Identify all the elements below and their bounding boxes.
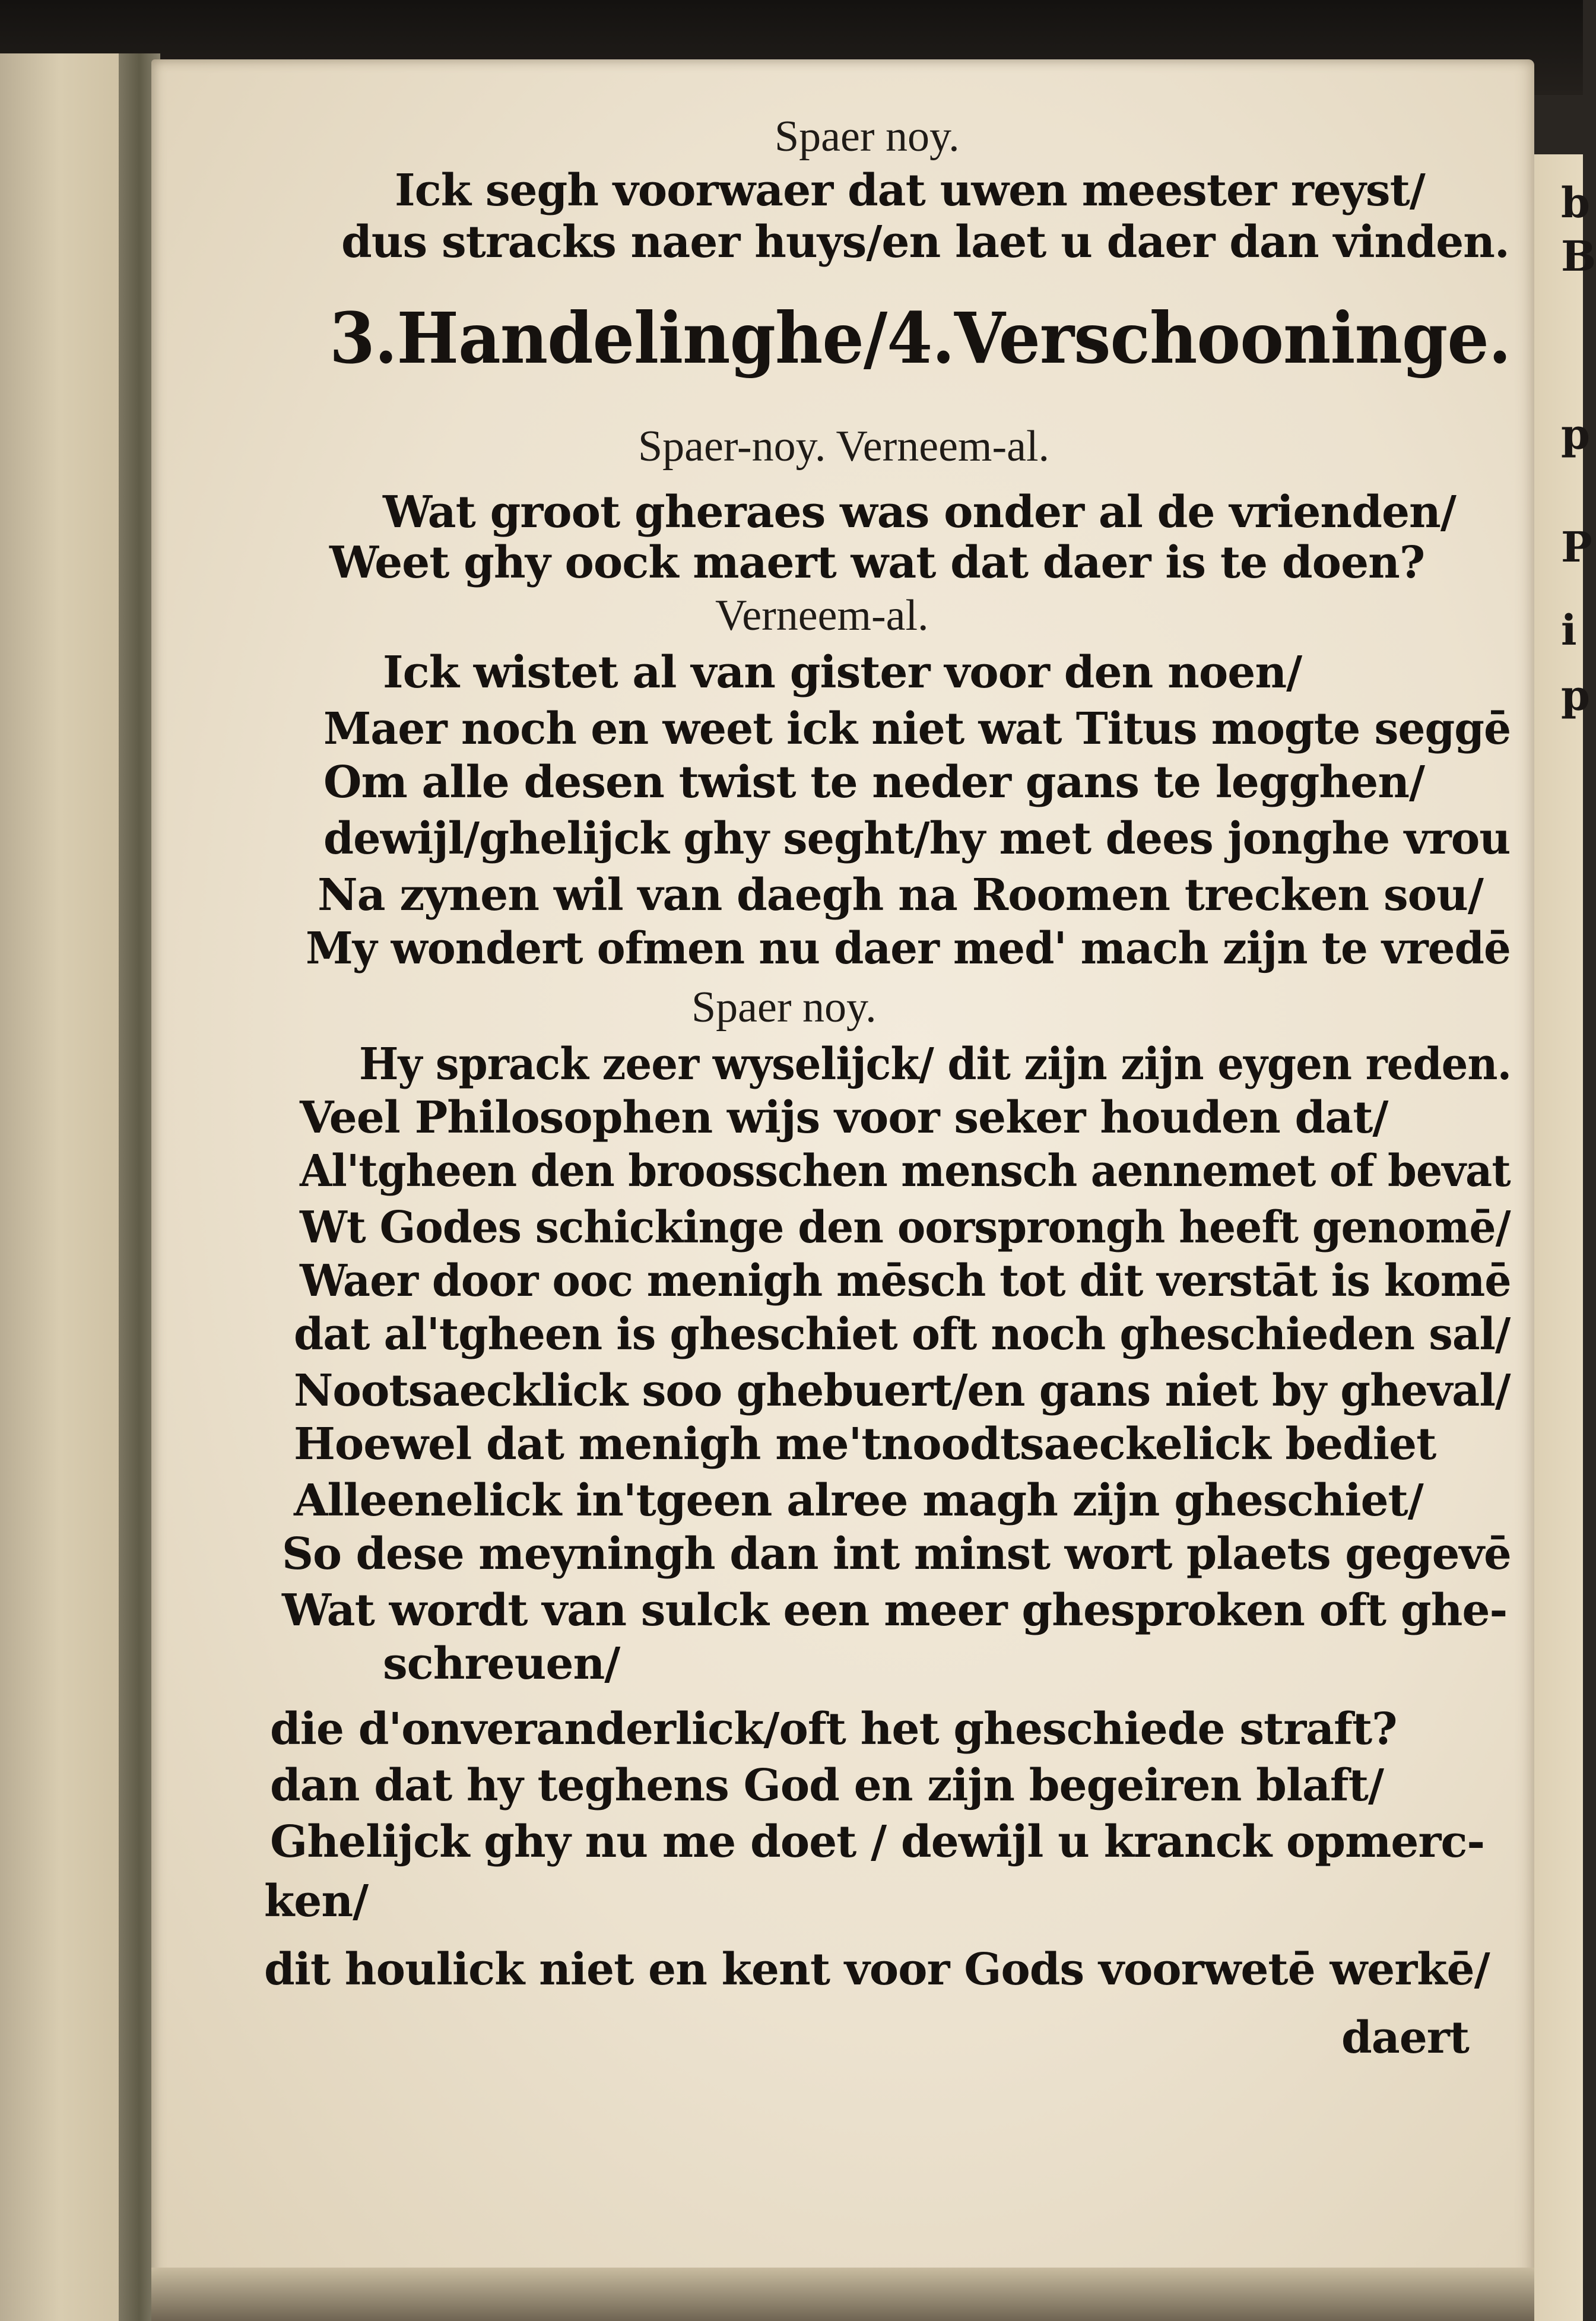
verse-line: Nootsaecklick soo ghebuert/en gans niet by gheval/ <box>294 1365 1511 1416</box>
verse-line: Wt Godes schickinge den oorsprongh heeft genomē/ <box>300 1202 1511 1253</box>
verse-line: dewijl/ghelijck ghy seght/hy met dees jonghe vrou <box>323 813 1511 864</box>
speaker-label: Spaer-noy. Verneem-al. <box>638 422 1050 471</box>
right-page-fragment: P <box>1561 522 1592 572</box>
verse-line: Hoewel dat menigh me'tnoodtsaeckelick bediet <box>294 1419 1436 1470</box>
verse-line: Waer door ooc menigh mēsch tot dit verstāt is komē <box>300 1255 1511 1307</box>
verse-line: My wondert ofmen nu daer med' mach zijn te vredē <box>306 923 1511 974</box>
right-page-fragment: b <box>1561 178 1590 227</box>
scene-heading: 3.Handelinghe/4.Verschooninge. <box>329 297 1511 379</box>
verse-line: Maer noch en weet ick niet wat Titus mogte seggē <box>323 703 1511 754</box>
verse-line: dus stracks naer huys/en laet u daer dan vinden. <box>341 217 1509 268</box>
verse-line: Wat wordt van sulck een meer ghesproken oft ghe- <box>282 1585 1508 1636</box>
verse-line: Ick wistet al van gister voor den noen/ <box>383 647 1302 698</box>
speaker-label: Spaer noy. <box>775 112 960 161</box>
verse-line: Alleenelick in'tgeen alree magh zijn gheschiet/ <box>294 1475 1423 1526</box>
verse-line: Ghelijck ghy nu me doet / dewijl u kranck opmerc- <box>270 1816 1485 1867</box>
verse-line: die d'onveranderlick/oft het gheschiede straft? <box>270 1704 1397 1755</box>
verse-line: Al'tgheen den broosschen mensch aennemet of bevat <box>300 1146 1511 1197</box>
verse-line: Weet ghy oock maert wat dat daer is te doen? <box>329 537 1425 588</box>
verse-line: dit houlick niet en kent voor Gods voorwetē werkē/ <box>264 1944 1490 1995</box>
verse-line: Veel Philosophen wijs voor seker houden dat/ <box>300 1092 1388 1143</box>
verse-line: schreuen/ <box>383 1638 620 1689</box>
page-bottom-shadow <box>151 2268 1534 2321</box>
verse-line: So dese meyningh dan int minst wort plaets gegevē <box>282 1529 1511 1580</box>
verse-line: dat al'tgheen is gheschiet oft noch gheschieden sal/ <box>294 1309 1511 1360</box>
verse-line: dan dat hy teghens God en zijn begeiren blaft/ <box>270 1760 1384 1811</box>
verse-line: Na zynen wil van daegh na Roomen trecken sou/ <box>318 870 1483 921</box>
catchword: daert <box>1341 2012 1469 2063</box>
right-page-fragment: B <box>1561 232 1596 281</box>
right-page-fragment: p <box>1561 410 1590 459</box>
verse-line: Ick segh voorwaer dat uwen meester reyst/ <box>395 165 1425 216</box>
right-page-fragment: p <box>1561 671 1590 720</box>
verse-line: Hy sprack zeer wyselijck/ dit zijn zijn eygen reden. <box>359 1039 1512 1090</box>
page-text <box>151 59 1534 2297</box>
verse-line: ken/ <box>264 1876 369 1927</box>
verse-line: Om alle desen twist te neder gans te legghen/ <box>323 757 1425 808</box>
speaker-label: Verneem-al. <box>715 591 929 640</box>
speaker-label: Spaer noy. <box>691 983 877 1032</box>
right-page-fragment: i <box>1561 605 1577 655</box>
book-page <box>151 59 1534 2297</box>
verse-line: Wat groot gheraes was onder al de vrienden/ <box>383 487 1456 538</box>
